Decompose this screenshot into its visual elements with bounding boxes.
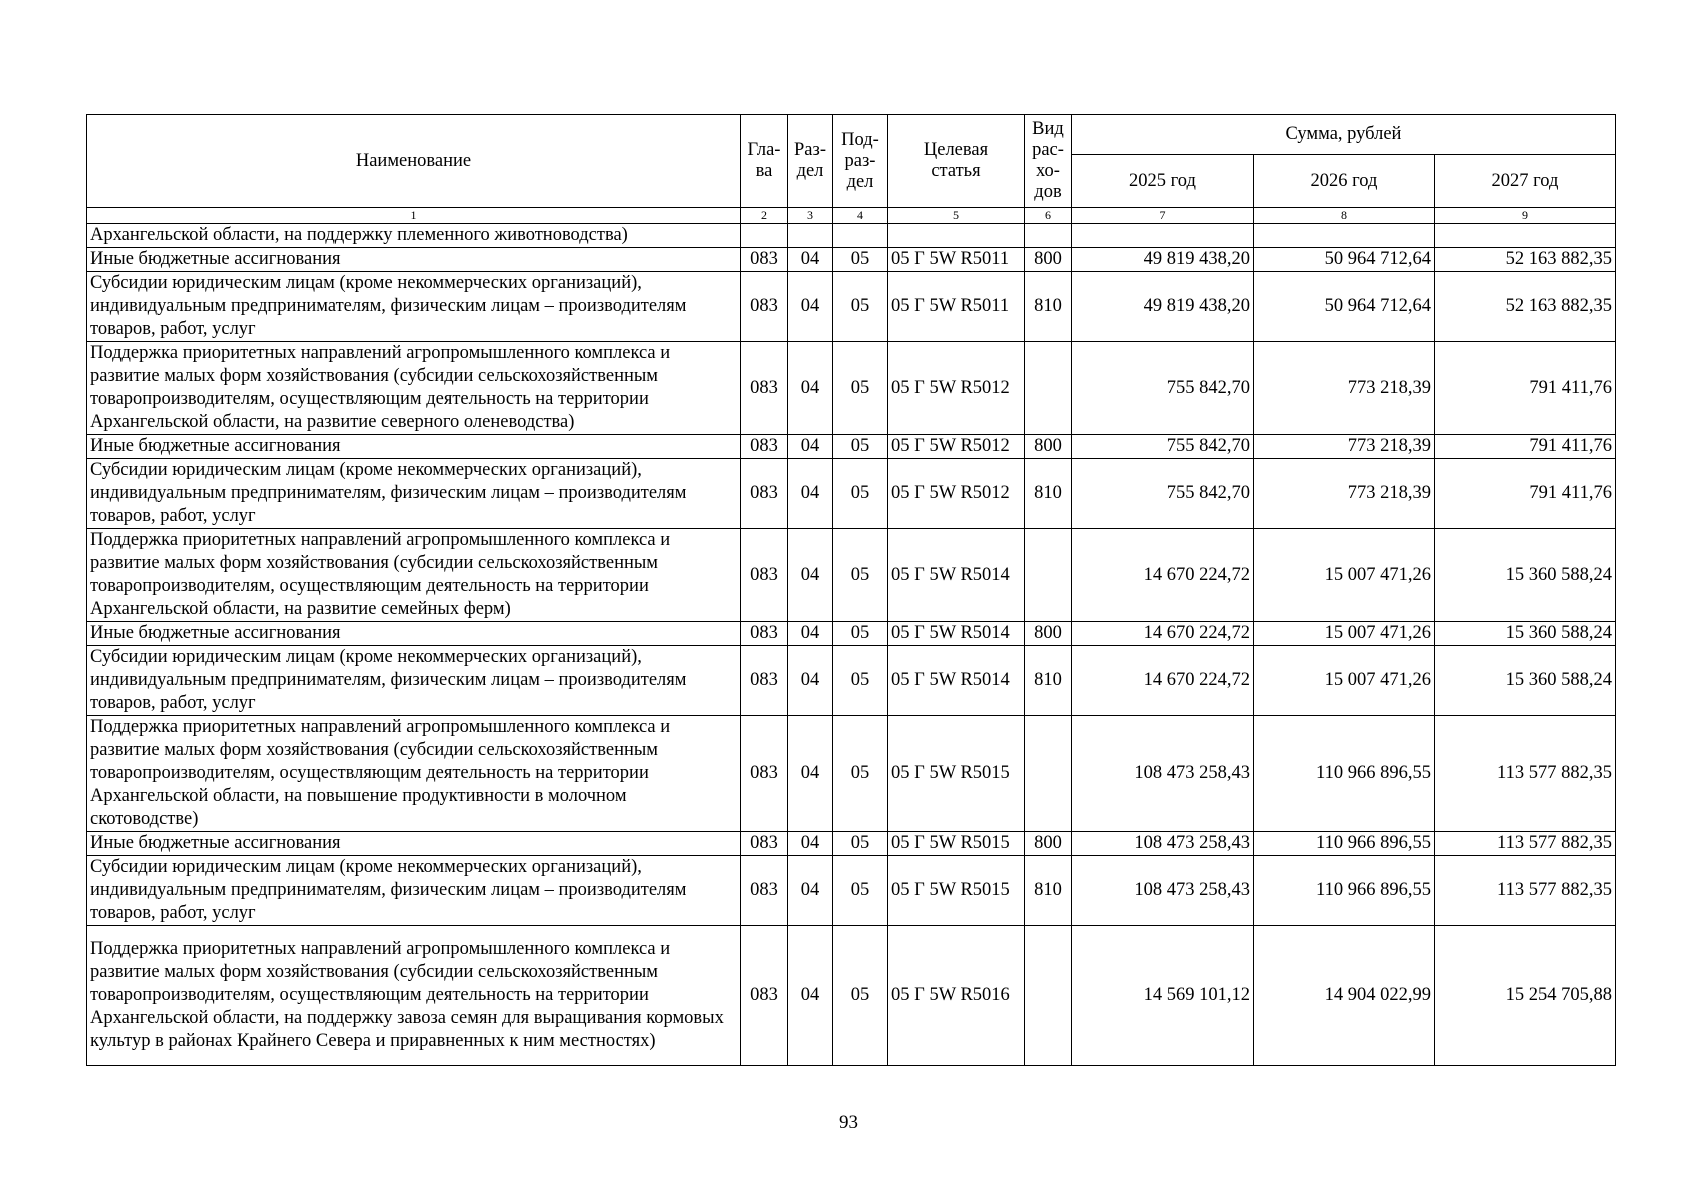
row-section: 04 [788, 248, 833, 272]
row-amount-2027: 15 254 705,88 [1435, 926, 1616, 1066]
row-name: Поддержка приоритетных направлений агропромышленного комплекса и развитие малых форм хозяйствования (субсидии сельскохозяйственным товаропроизводителям, осуществляющим деятельность на территории Архангельской области, на развитие семейных ферм) [87, 529, 741, 622]
row-subsection: 05 [833, 342, 888, 435]
table-row [87, 272, 1616, 342]
header-year-2025: 2025 год [1072, 155, 1254, 208]
row-amount-2026: 773 218,39 [1254, 342, 1435, 435]
header-chapter-label: Гла- ва [747, 140, 781, 181]
row-subsection: 05 [833, 248, 888, 272]
row-amount-2026: 110 966 896,55 [1254, 716, 1435, 832]
row-target-article: 05 Г 5W R5012 [888, 342, 1025, 435]
row-target-article [888, 224, 1025, 248]
row-chapter: 083 [741, 459, 788, 529]
row-expense-type [1025, 529, 1072, 622]
row-name: Иные бюджетные ассигнования [87, 435, 741, 459]
column-number: 8 [1254, 208, 1435, 224]
row-amount-2025: 755 842,70 [1072, 435, 1254, 459]
row-expense-type: 810 [1025, 646, 1072, 716]
header-expense-type-label: Вид рас- хо- дов [1032, 119, 1064, 202]
row-amount-2025: 108 473 258,43 [1072, 716, 1254, 832]
row-subsection: 05 [833, 529, 888, 622]
row-target-article: 05 Г 5W R5012 [888, 435, 1025, 459]
budget-document-page [86, 114, 1615, 1066]
header-sum: Сумма, рублей [1072, 115, 1616, 155]
row-amount-2026: 15 007 471,26 [1254, 622, 1435, 646]
row-chapter: 083 [741, 529, 788, 622]
row-subsection [833, 224, 888, 248]
row-section: 04 [788, 926, 833, 1066]
table-row [87, 622, 1616, 646]
row-amount-2026: 773 218,39 [1254, 435, 1435, 459]
row-amount-2026: 50 964 712,64 [1254, 248, 1435, 272]
row-amount-2025: 108 473 258,43 [1072, 856, 1254, 926]
row-section: 04 [788, 529, 833, 622]
row-amount-2027: 15 360 588,24 [1435, 646, 1616, 716]
row-amount-2026 [1254, 224, 1435, 248]
column-number: 7 [1072, 208, 1254, 224]
table-row [87, 856, 1616, 926]
row-chapter: 083 [741, 342, 788, 435]
row-subsection: 05 [833, 832, 888, 856]
column-number: 2 [741, 208, 788, 224]
row-name: Субсидии юридическим лицам (кроме некоммерческих организаций), индивидуальным предпринимателям, физическим лицам – производителям товаров, работ, услуг [87, 272, 741, 342]
row-subsection: 05 [833, 646, 888, 716]
row-section: 04 [788, 342, 833, 435]
header-row-top [87, 115, 1616, 155]
row-expense-type: 810 [1025, 856, 1072, 926]
column-numbers-row [87, 208, 1616, 224]
header-year-2027: 2027 год [1435, 155, 1616, 208]
row-amount-2026: 50 964 712,64 [1254, 272, 1435, 342]
row-chapter: 083 [741, 926, 788, 1066]
row-amount-2025: 49 819 438,20 [1072, 248, 1254, 272]
row-name: Субсидии юридическим лицам (кроме некоммерческих организаций), индивидуальным предпринимателям, физическим лицам – производителям товаров, работ, услуг [87, 856, 741, 926]
row-chapter [741, 224, 788, 248]
row-amount-2025: 49 819 438,20 [1072, 272, 1254, 342]
header-chapter [741, 115, 788, 208]
row-expense-type [1025, 342, 1072, 435]
row-name: Поддержка приоритетных направлений агропромышленного комплекса и развитие малых форм хозяйствования (субсидии сельскохозяйственным товаропроизводителям, осуществляющим деятельность на территории Архангельской области, на развитие северного оленеводства) [87, 342, 741, 435]
row-target-article: 05 Г 5W R5014 [888, 529, 1025, 622]
row-chapter: 083 [741, 716, 788, 832]
table-row [87, 716, 1616, 832]
row-chapter: 083 [741, 646, 788, 716]
header-name: Наименование [87, 115, 741, 208]
row-amount-2027: 113 577 882,35 [1435, 832, 1616, 856]
row-amount-2026: 15 007 471,26 [1254, 529, 1435, 622]
row-amount-2026: 15 007 471,26 [1254, 646, 1435, 716]
row-name: Поддержка приоритетных направлений агропромышленного комплекса и развитие малых форм хозяйствования (субсидии сельскохозяйственным товаропроизводителям, осуществляющим деятельность на территории Архангельской области, на повышение продуктивности в молочном скотоводстве) [87, 716, 741, 832]
row-name: Иные бюджетные ассигнования [87, 622, 741, 646]
row-expense-type [1025, 224, 1072, 248]
row-amount-2027: 52 163 882,35 [1435, 272, 1616, 342]
table-row [87, 646, 1616, 716]
row-section: 04 [788, 435, 833, 459]
row-section: 04 [788, 622, 833, 646]
row-amount-2026: 773 218,39 [1254, 459, 1435, 529]
row-name: Иные бюджетные ассигнования [87, 248, 741, 272]
row-amount-2025: 14 670 224,72 [1072, 646, 1254, 716]
row-amount-2027: 113 577 882,35 [1435, 716, 1616, 832]
row-chapter: 083 [741, 248, 788, 272]
row-amount-2027: 113 577 882,35 [1435, 856, 1616, 926]
row-target-article: 05 Г 5W R5011 [888, 272, 1025, 342]
header-target-article-label: Целевая статья [923, 140, 989, 181]
row-amount-2025: 14 670 224,72 [1072, 529, 1254, 622]
column-number: 4 [833, 208, 888, 224]
table-row [87, 926, 1616, 1066]
row-amount-2025 [1072, 224, 1254, 248]
row-target-article: 05 Г 5W R5012 [888, 459, 1025, 529]
row-expense-type: 800 [1025, 248, 1072, 272]
table-body [87, 208, 1616, 1066]
row-amount-2027: 791 411,76 [1435, 435, 1616, 459]
row-chapter: 083 [741, 622, 788, 646]
row-subsection: 05 [833, 926, 888, 1066]
row-target-article: 05 Г 5W R5015 [888, 832, 1025, 856]
row-subsection: 05 [833, 622, 888, 646]
header-expense-type [1025, 115, 1072, 208]
column-number: 3 [788, 208, 833, 224]
row-expense-type: 810 [1025, 272, 1072, 342]
row-amount-2025: 755 842,70 [1072, 459, 1254, 529]
row-section: 04 [788, 459, 833, 529]
row-amount-2027: 791 411,76 [1435, 342, 1616, 435]
row-chapter: 083 [741, 832, 788, 856]
header-subsection-label: Под- раз- дел [841, 129, 879, 192]
row-target-article: 05 Г 5W R5015 [888, 716, 1025, 832]
row-name: Субсидии юридическим лицам (кроме некоммерческих организаций), индивидуальным предпринимателям, физическим лицам – производителям товаров, работ, услуг [87, 646, 741, 716]
header-section [788, 115, 833, 208]
row-name: Поддержка приоритетных направлений агропромышленного комплекса и развитие малых форм хозяйствования (субсидии сельскохозяйственным товаропроизводителям, осуществляющим деятельность на территории Архангельской области, на поддержку завоза семян для выращивания кормовых культур в районах Крайнего Севера и приравненных к ним местностях) [87, 926, 741, 1066]
table-row [87, 248, 1616, 272]
row-name: Иные бюджетные ассигнования [87, 832, 741, 856]
row-amount-2027: 15 360 588,24 [1435, 622, 1616, 646]
row-amount-2026: 110 966 896,55 [1254, 856, 1435, 926]
row-amount-2027: 791 411,76 [1435, 459, 1616, 529]
row-amount-2027: 52 163 882,35 [1435, 248, 1616, 272]
row-expense-type: 800 [1025, 832, 1072, 856]
row-amount-2025: 755 842,70 [1072, 342, 1254, 435]
row-chapter: 083 [741, 272, 788, 342]
row-amount-2026: 110 966 896,55 [1254, 832, 1435, 856]
row-subsection: 05 [833, 856, 888, 926]
header-subsection [833, 115, 888, 208]
column-number: 1 [87, 208, 741, 224]
header-section-label: Раз- дел [794, 140, 826, 181]
row-subsection: 05 [833, 272, 888, 342]
row-chapter: 083 [741, 856, 788, 926]
header-target-article [888, 115, 1025, 208]
table-row [87, 342, 1616, 435]
row-amount-2025: 108 473 258,43 [1072, 832, 1254, 856]
row-section: 04 [788, 856, 833, 926]
row-section: 04 [788, 716, 833, 832]
row-amount-2026: 14 904 022,99 [1254, 926, 1435, 1066]
column-number: 6 [1025, 208, 1072, 224]
row-expense-type: 800 [1025, 622, 1072, 646]
column-number: 5 [888, 208, 1025, 224]
row-subsection: 05 [833, 435, 888, 459]
row-amount-2027 [1435, 224, 1616, 248]
row-section: 04 [788, 272, 833, 342]
row-section: 04 [788, 832, 833, 856]
page-number: 93 [839, 1112, 858, 1133]
table-row [87, 529, 1616, 622]
row-target-article: 05 Г 5W R5014 [888, 646, 1025, 716]
table-row [87, 832, 1616, 856]
row-chapter: 083 [741, 435, 788, 459]
row-expense-type: 810 [1025, 459, 1072, 529]
row-target-article: 05 Г 5W R5015 [888, 856, 1025, 926]
table-row [87, 224, 1616, 248]
row-name: Субсидии юридическим лицам (кроме некоммерческих организаций), индивидуальным предпринимателям, физическим лицам – производителям товаров, работ, услуг [87, 459, 741, 529]
header-year-2026: 2026 год [1254, 155, 1435, 208]
budget-table [86, 114, 1616, 1066]
row-expense-type [1025, 716, 1072, 832]
table-row [87, 435, 1616, 459]
table-row [87, 459, 1616, 529]
row-name: Архангельской области, на поддержку племенного животноводства) [87, 224, 741, 248]
row-amount-2027: 15 360 588,24 [1435, 529, 1616, 622]
row-target-article: 05 Г 5W R5016 [888, 926, 1025, 1066]
row-expense-type: 800 [1025, 435, 1072, 459]
row-amount-2025: 14 569 101,12 [1072, 926, 1254, 1066]
column-number: 9 [1435, 208, 1616, 224]
row-subsection: 05 [833, 716, 888, 832]
row-amount-2025: 14 670 224,72 [1072, 622, 1254, 646]
row-target-article: 05 Г 5W R5014 [888, 622, 1025, 646]
row-expense-type [1025, 926, 1072, 1066]
row-section: 04 [788, 646, 833, 716]
row-subsection: 05 [833, 459, 888, 529]
row-target-article: 05 Г 5W R5011 [888, 248, 1025, 272]
row-section [788, 224, 833, 248]
